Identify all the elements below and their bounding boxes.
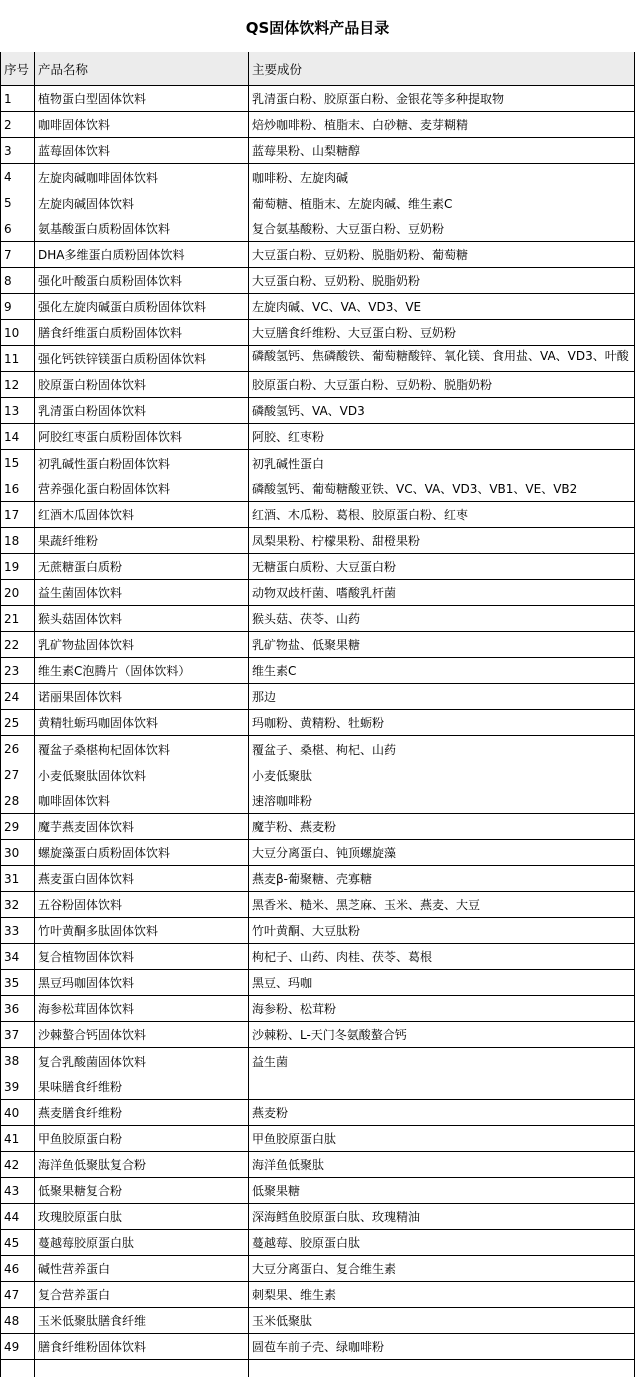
ingredients: 胶原蛋白粉、大豆蛋白粉、豆奶粉、脱脂奶粉 — [252, 378, 493, 392]
product-name: 蔓越莓胶原蛋白肽 — [38, 1236, 135, 1250]
ingredients: 玛咖粉、黄精粉、牡蛎粉 — [252, 716, 385, 730]
product-name: 海参松茸固体饮料 — [38, 1002, 135, 1016]
row-number: 16 — [4, 481, 20, 496]
ingredients: 无糖蛋白质粉、大豆蛋白粉 — [252, 560, 397, 574]
table-row — [0, 944, 635, 970]
ingredients: 低聚果糖 — [252, 1184, 301, 1198]
ingredients: 咖啡粉、左旋肉碱 — [252, 170, 349, 185]
row-number: 29 — [4, 819, 20, 834]
row-number: 7 — [4, 247, 12, 262]
table-row — [0, 970, 635, 996]
ingredients: 玉米低聚肽 — [252, 1314, 313, 1328]
table-row — [0, 554, 635, 580]
product-name: 乳矿物盐固体饮料 — [38, 638, 135, 652]
ingredients: 葡萄糖、植脂末、左旋肉碱、维生素C — [252, 196, 453, 211]
table-row — [0, 294, 635, 320]
ingredients: 黑香米、糙米、黑芝麻、玉米、燕麦、大豆 — [252, 898, 481, 912]
table-row — [0, 1048, 635, 1074]
product-name: 植物蛋白型固体饮料 — [38, 92, 147, 106]
row-number: 23 — [4, 663, 20, 678]
product-name: 复合乳酸菌固体饮料 — [38, 1054, 147, 1069]
ingredients: 蔓越莓、胶原蛋白肽 — [252, 1236, 361, 1250]
ingredients: 枸杞子、山药、肉桂、茯苓、葛根 — [252, 950, 433, 964]
ingredients: 深海鳕鱼胶原蛋白肽、玫瑰精油 — [252, 1210, 421, 1224]
row-number: 47 — [4, 1287, 20, 1302]
ingredients: 覆盆子、桑椹、枸杞、山药 — [252, 742, 397, 757]
product-name: 初乳碱性蛋白粉固体饮料 — [38, 456, 171, 471]
row-number: 37 — [4, 1027, 20, 1042]
product-name: 膳食纤维粉固体饮料 — [38, 1340, 147, 1354]
ingredients: 蓝莓果粉、山梨糖醇 — [252, 144, 361, 158]
table-row — [0, 268, 635, 294]
product-name: 复合营养蛋白 — [38, 1288, 111, 1302]
table-row — [0, 788, 635, 814]
row-number: 24 — [4, 689, 20, 704]
table-row — [0, 1256, 635, 1282]
product-name: 左旋肉碱咖啡固体饮料 — [38, 170, 159, 185]
row-number: 39 — [4, 1079, 20, 1094]
row-number: 9 — [4, 299, 12, 314]
product-name: 氨基酸蛋白质粉固体饮料 — [38, 222, 171, 236]
row-number: 5 — [4, 196, 12, 210]
header-ingredients: 主要成份 — [252, 61, 303, 77]
product-name: 咖啡固体饮料 — [38, 794, 111, 808]
table-row — [0, 1074, 635, 1100]
table-row — [0, 502, 635, 528]
table-row — [0, 892, 635, 918]
row-number: 17 — [4, 507, 20, 522]
ingredients: 海洋鱼低聚肽 — [252, 1158, 325, 1172]
ingredients: 初乳碱性蛋白 — [252, 456, 325, 471]
product-name: 碱性营养蛋白 — [38, 1262, 111, 1276]
row-number: 44 — [4, 1209, 20, 1224]
row-number: 32 — [4, 897, 20, 912]
table-row — [0, 1230, 635, 1256]
product-name: 诺丽果固体饮料 — [38, 690, 123, 704]
table-row — [0, 632, 635, 658]
product-name: 覆盆子桑椹枸杞固体饮料 — [38, 742, 171, 757]
page-title: QS固体饮料产品目录 — [245, 19, 390, 37]
row-number: 13 — [4, 403, 20, 418]
row-number: 46 — [4, 1261, 20, 1276]
table-row — [0, 684, 635, 710]
ingredients: 磷酸氢钙、VA、VD3 — [252, 404, 365, 418]
table-row — [0, 762, 635, 788]
table-row — [0, 398, 635, 424]
row-number: 25 — [4, 715, 20, 730]
row-number: 34 — [4, 949, 20, 964]
ingredients: 磷酸氢钙、葡萄糖酸亚铁、VC、VA、VD3、VB1、VE、VB2 — [252, 482, 578, 496]
table-row — [0, 1308, 635, 1334]
product-name: 复合植物固体饮料 — [38, 950, 135, 964]
product-name: 维生素C泡腾片（固体饮料） — [38, 664, 191, 678]
row-number: 14 — [4, 429, 20, 444]
table-row — [0, 424, 635, 450]
row-number: 6 — [4, 221, 12, 236]
row-number: 38 — [4, 1054, 20, 1068]
product-name: 强化左旋肉碱蛋白质粉固体饮料 — [38, 300, 207, 314]
ingredients: 乳矿物盐、低聚果糖 — [252, 638, 361, 652]
row-number: 27 — [4, 768, 20, 782]
table-row — [0, 1126, 635, 1152]
row-number: 33 — [4, 923, 20, 938]
ingredients: 焙炒咖啡粉、植脂末、白砂糖、麦芽糊精 — [252, 118, 469, 132]
ingredients: 红酒、木瓜粉、葛根、胶原蛋白粉、红枣 — [252, 508, 469, 522]
row-number: 11 — [4, 351, 20, 366]
header-name: 产品名称 — [38, 61, 89, 77]
row-number: 35 — [4, 975, 20, 990]
table-row — [0, 346, 635, 372]
row-number: 26 — [4, 742, 20, 756]
row-number: 8 — [4, 273, 12, 288]
ingredients: 那边 — [252, 690, 277, 704]
product-name: 蓝莓固体饮料 — [38, 144, 111, 158]
grid-line — [0, 52, 1, 1377]
ingredients: 猴头菇、茯苓、山药 — [252, 612, 361, 626]
product-name: 红酒木瓜固体饮料 — [38, 508, 135, 522]
table-header-row — [0, 52, 635, 86]
table-row — [0, 138, 635, 164]
row-number: 3 — [4, 143, 12, 158]
row-number: 28 — [4, 793, 20, 808]
table-row — [0, 918, 635, 944]
row-number: 36 — [4, 1001, 20, 1016]
grid-line — [34, 52, 35, 1377]
table-row — [0, 164, 635, 190]
row-number: 1 — [4, 91, 12, 106]
product-table — [0, 52, 635, 1377]
ingredients: 复合氨基酸粉、大豆蛋白粉、豆奶粉 — [252, 222, 445, 236]
product-name: 黑豆玛咖固体饮料 — [38, 976, 135, 990]
ingredients: 益生菌 — [252, 1055, 289, 1069]
ingredients: 圆苞车前子壳、绿咖啡粉 — [252, 1340, 385, 1354]
product-name: 强化钙铁锌镁蛋白质粉固体饮料 — [38, 352, 207, 366]
table-row — [0, 190, 635, 216]
product-name: 果味膳食纤维粉 — [38, 1080, 123, 1094]
table-row — [0, 242, 635, 268]
row-number: 18 — [4, 533, 20, 548]
product-name: 益生菌固体饮料 — [38, 586, 123, 600]
product-name: 小麦低聚肽固体饮料 — [38, 768, 147, 783]
table-row — [0, 606, 635, 632]
ingredients: 乳清蛋白粉、胶原蛋白粉、金银花等多种提取物 — [252, 92, 505, 106]
grid-line — [248, 52, 249, 1377]
ingredients: 竹叶黄酮、大豆肽粉 — [252, 924, 361, 938]
ingredients: 速溶咖啡粉 — [252, 794, 313, 808]
table-row — [0, 736, 635, 762]
row-number: 49 — [4, 1339, 20, 1354]
ingredients: 海参粉、松茸粉 — [252, 1002, 337, 1016]
row-number: 21 — [4, 611, 20, 626]
ingredients: 刺梨果、维生素 — [252, 1288, 337, 1302]
row-number: 12 — [4, 377, 20, 392]
ingredients: 燕麦粉 — [252, 1106, 289, 1120]
ingredients: 维生素C — [252, 664, 297, 678]
ingredients: 大豆分离蛋白、复合维生素 — [252, 1262, 397, 1276]
ingredients: 燕麦β-葡聚糖、壳寡糖 — [252, 872, 372, 886]
product-name: 燕麦蛋白固体饮料 — [38, 872, 135, 886]
ingredients: 凤梨果粉、柠檬果粉、甜橙果粉 — [252, 534, 421, 548]
table-row — [0, 1178, 635, 1204]
ingredients: 磷酸氢钙、焦磷酸铁、葡萄糖酸锌、氧化镁、食用盐、VA、VD3、叶酸 — [252, 349, 629, 363]
product-name: 螺旋藻蛋白质粉固体饮料 — [38, 846, 171, 860]
table-row — [0, 658, 635, 684]
product-name: 五谷粉固体饮料 — [38, 898, 123, 912]
product-name: 甲鱼胶原蛋白粉 — [38, 1132, 123, 1146]
row-number: 30 — [4, 845, 20, 860]
product-name: DHA多维蛋白质粉固体饮料 — [38, 248, 185, 262]
row-number: 40 — [4, 1105, 20, 1120]
row-number: 15 — [4, 456, 20, 470]
table-row — [0, 580, 635, 606]
ingredients: 左旋肉碱、VC、VA、VD3、VE — [252, 300, 422, 314]
row-number: 4 — [4, 170, 12, 184]
row-number: 31 — [4, 871, 20, 886]
product-name: 玫瑰胶原蛋白肽 — [38, 1210, 123, 1224]
ingredients — [248, 1074, 635, 1099]
product-name: 猴头菇固体饮料 — [38, 612, 123, 626]
table-row — [0, 1334, 635, 1360]
product-name: 乳清蛋白粉固体饮料 — [38, 404, 147, 418]
product-name: 阿胶红枣蛋白质粉固体饮料 — [38, 430, 183, 444]
table-row — [0, 112, 635, 138]
product-name: 果蔬纤维粉 — [38, 534, 99, 548]
product-name: 咖啡固体饮料 — [38, 118, 111, 132]
table-row — [0, 1022, 635, 1048]
table-row — [0, 866, 635, 892]
product-name: 无蔗糖蛋白质粉 — [38, 560, 123, 574]
product-name: 膳食纤维蛋白质粉固体饮料 — [38, 326, 183, 340]
product-name: 海洋鱼低聚肽复合粉 — [38, 1158, 147, 1172]
product-name: 沙棘螯合钙固体饮料 — [38, 1028, 147, 1042]
table-row — [0, 372, 635, 398]
ingredients: 大豆蛋白粉、豆奶粉、脱脂奶粉、葡萄糖 — [252, 248, 469, 262]
product-name: 胶原蛋白粉固体饮料 — [38, 378, 147, 392]
table-row — [0, 216, 635, 242]
table-row — [0, 528, 635, 554]
table-row — [0, 450, 635, 476]
ingredients: 魔芋粉、燕麦粉 — [252, 820, 337, 834]
product-name: 营养强化蛋白粉固体饮料 — [38, 482, 171, 496]
product-name: 玉米低聚肽膳食纤维 — [38, 1314, 147, 1328]
ingredients: 动物双歧杆菌、嗜酸乳杆菌 — [252, 586, 397, 600]
product-name: 左旋肉碱固体饮料 — [38, 196, 135, 211]
row-number: 42 — [4, 1157, 20, 1172]
ingredients: 小麦低聚肽 — [252, 768, 313, 783]
ingredients: 阿胶、红枣粉 — [252, 430, 325, 444]
table-row — [0, 320, 635, 346]
table-row — [0, 840, 635, 866]
row-number: 48 — [4, 1313, 20, 1328]
ingredients: 甲鱼胶原蛋白肽 — [252, 1132, 337, 1146]
ingredients: 大豆分离蛋白、钝顶螺旋藻 — [252, 846, 397, 860]
product-name: 竹叶黄酮多肽固体饮料 — [38, 924, 159, 938]
table-row — [0, 86, 635, 112]
row-number: 22 — [4, 637, 20, 652]
row-number: 19 — [4, 559, 20, 574]
table-row — [0, 1204, 635, 1230]
table-row — [0, 710, 635, 736]
ingredients: 大豆蛋白粉、豆奶粉、脱脂奶粉 — [252, 274, 421, 288]
row-number: 41 — [4, 1131, 20, 1146]
product-name: 低聚果糖复合粉 — [38, 1184, 123, 1198]
product-name: 燕麦膳食纤维粉 — [38, 1106, 123, 1120]
table-row — [0, 996, 635, 1022]
row-number: 20 — [4, 585, 20, 600]
row-number: 10 — [4, 325, 20, 340]
product-name: 强化叶酸蛋白质粉固体饮料 — [38, 274, 183, 288]
table-row — [0, 1152, 635, 1178]
table-row — [0, 476, 635, 502]
ingredients: 大豆膳食纤维粉、大豆蛋白粉、豆奶粉 — [252, 326, 457, 340]
ingredients: 沙棘粉、L-天门冬氨酸螯合钙 — [252, 1028, 407, 1042]
table-row — [0, 1100, 635, 1126]
ingredients: 黑豆、玛咖 — [252, 976, 313, 990]
header-no: 序号 — [4, 61, 30, 77]
product-name: 魔芋燕麦固体饮料 — [38, 820, 135, 834]
table-row — [0, 1282, 635, 1308]
table-row — [0, 814, 635, 840]
row-number: 45 — [4, 1235, 20, 1250]
product-name: 黄精牡蛎玛咖固体饮料 — [38, 716, 159, 730]
row-number: 2 — [4, 117, 12, 132]
row-number: 43 — [4, 1183, 20, 1198]
